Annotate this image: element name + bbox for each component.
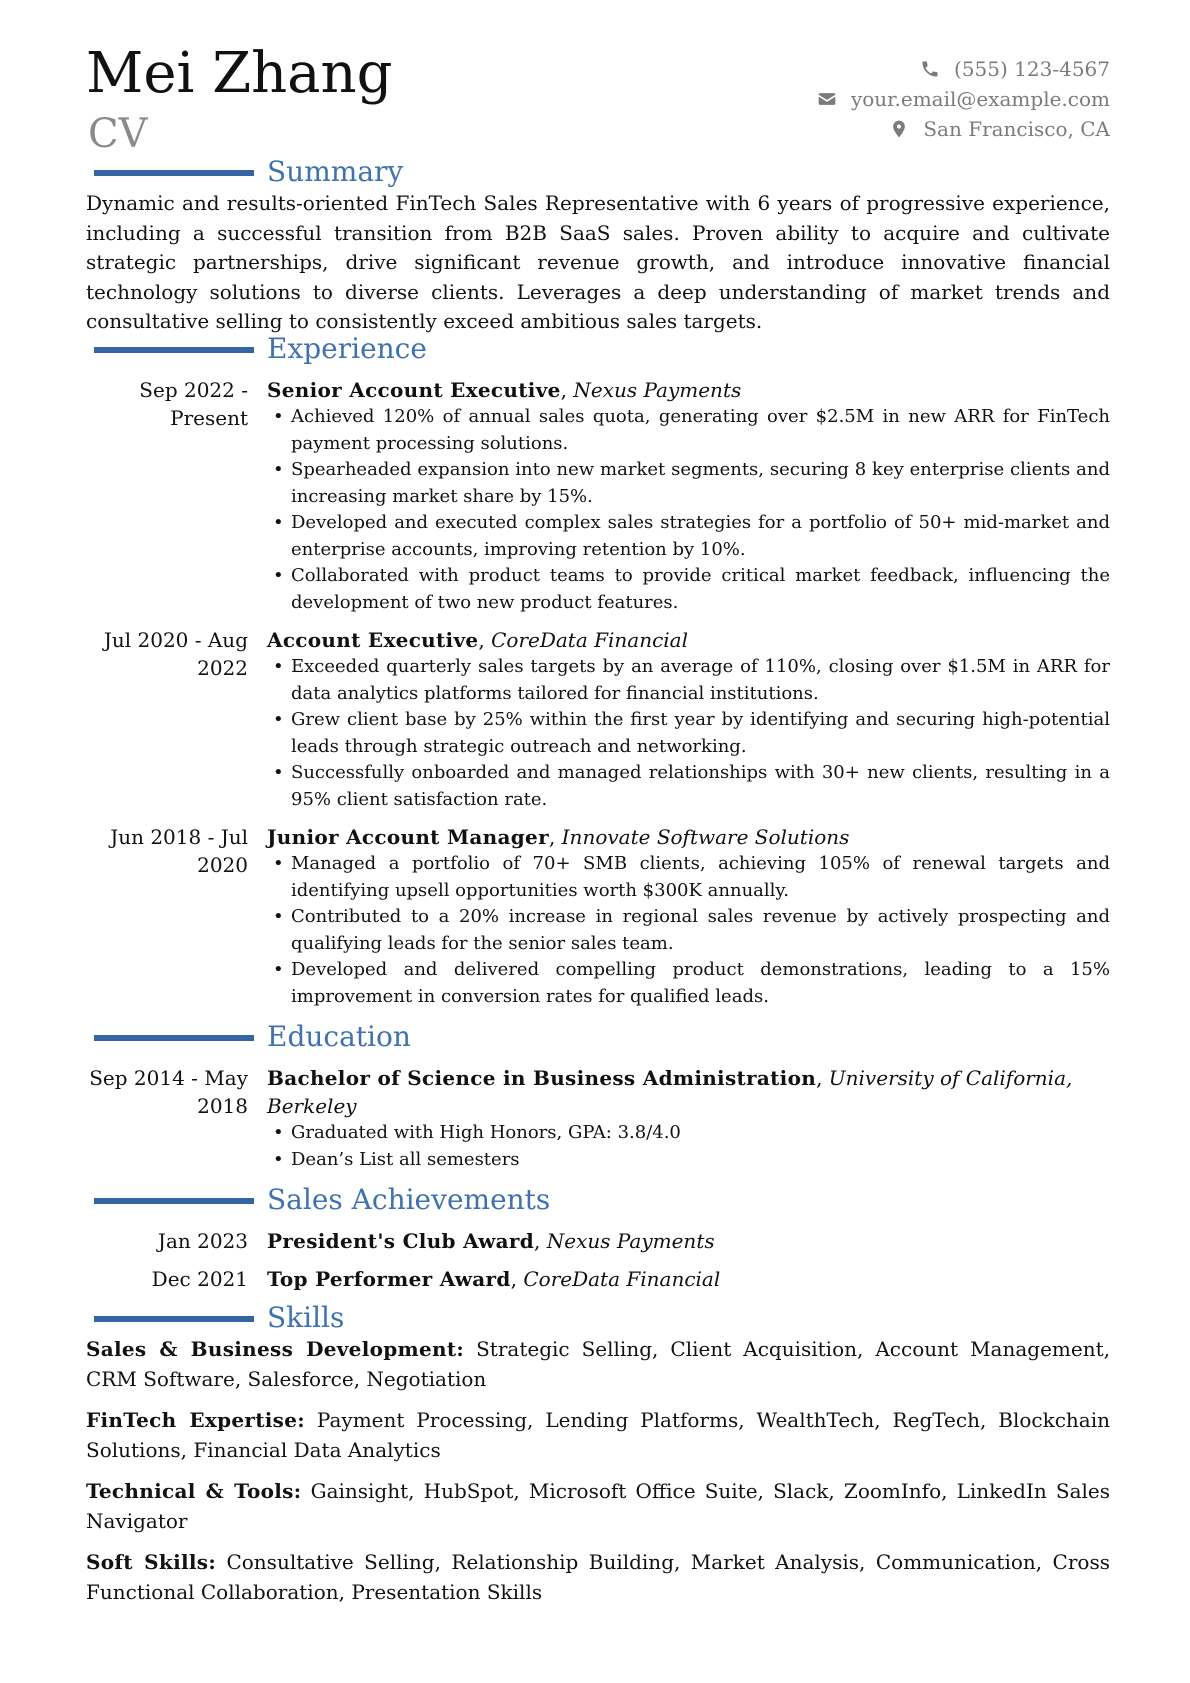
phone-icon bbox=[920, 59, 940, 79]
skill-label: Soft Skills: bbox=[86, 1550, 217, 1574]
skill-group bbox=[86, 1477, 1110, 1536]
skill-label: Sales & Business Development: bbox=[86, 1337, 465, 1361]
bullet-item: • Dean’s List all semesters bbox=[273, 1148, 520, 1170]
bullet-item: • Collaborated with product teams to provide critical market feedback, influencing the development of two new product features. bbox=[273, 565, 1110, 613]
document-subtitle: CV bbox=[88, 111, 148, 157]
achievement-date: Jan 2023 bbox=[157, 1229, 248, 1253]
bullet-item: • Contributed to a 20% increase in regional sales revenue by actively prospecting and qualifying leads for the senior sales team. bbox=[273, 906, 1110, 954]
bullet-item: • Managed a portfolio of 70+ SMB clients, achieving 105% of renewal targets and identifying upsell opportunities worth $300K annually. bbox=[273, 853, 1110, 901]
education-section bbox=[86, 1020, 1110, 1173]
award-name: Top Performer Award bbox=[267, 1267, 511, 1291]
job-heading: Junior Account Manager, Innovate Software Solutions bbox=[267, 825, 850, 849]
job-heading: Senior Account Executive, Nexus Payments bbox=[267, 378, 742, 402]
job-title: Junior Account Manager bbox=[267, 825, 549, 849]
section-header bbox=[86, 332, 1110, 366]
section-header bbox=[86, 155, 1110, 189]
achievement-heading: Top Performer Award, CoreData Financial bbox=[267, 1267, 721, 1291]
job-title: Senior Account Executive bbox=[267, 378, 561, 402]
bullet-item: • Achieved 120% of annual sales quota, generating over $2.5M in new ARR for FinTech payment processing solutions. bbox=[273, 406, 1110, 454]
section-rule bbox=[94, 170, 254, 176]
skill-items: Consultative Selling, Relationship Building, Market Analysis, Communication, Cross Functional Collaboration, Presentation Skills bbox=[86, 1550, 1110, 1604]
skills-section bbox=[86, 1301, 1110, 1619]
job-company: CoreData Financial bbox=[491, 628, 689, 652]
bullet-item: • Successfully onboarded and managed relationships with 30+ new clients, resulting in a 95% client satisfaction rate. bbox=[273, 762, 1110, 810]
skill-label: FinTech Expertise: bbox=[86, 1408, 305, 1432]
section-title: Education bbox=[267, 1020, 411, 1053]
skill-items: Payment Processing, Lending Platforms, WealthTech, RegTech, Blockchain Solutions, Financial Data Analytics bbox=[86, 1408, 1110, 1462]
section-rule bbox=[94, 347, 254, 353]
skill-group bbox=[86, 1406, 1110, 1465]
summary-section bbox=[86, 155, 1110, 337]
job-heading: Account Executive, CoreData Financial bbox=[267, 628, 689, 652]
job-date: Sep 2022 - Present bbox=[139, 378, 248, 430]
job-entry bbox=[86, 626, 1110, 813]
job-company: Nexus Payments bbox=[573, 378, 742, 402]
location-text: San Francisco, CA bbox=[923, 117, 1110, 141]
section-title: Skills bbox=[267, 1301, 345, 1334]
summary-text: Dynamic and results-oriented FinTech Sales Representative with 6 years of progressive experience, including a successful transition from B2B SaaS sales. Proven ability to acquire and cultivate strategic partnerships, drive significant revenue growth, and introduce innovative financial technology solutions to diverse clients. Leverages a deep understanding of market trends and consultative selling to consistently exceed ambitious sales targets. bbox=[86, 191, 1110, 333]
bullet-item: • Spearheaded expansion into new market segments, securing 8 key enterprise clients and increasing market share by 15%. bbox=[273, 459, 1110, 507]
contact-block bbox=[817, 54, 1110, 144]
section-title: Sales Achievements bbox=[267, 1183, 551, 1216]
phone-text: (555) 123-4567 bbox=[954, 57, 1110, 81]
map-pin-icon bbox=[889, 119, 909, 139]
envelope-icon bbox=[817, 89, 837, 109]
job-entry bbox=[86, 376, 1110, 616]
bullet-item: • Graduated with High Honors, GPA: 3.8/4.0 bbox=[273, 1122, 681, 1143]
email-text: your.email@example.com bbox=[850, 87, 1110, 111]
award-name: President's Club Award bbox=[267, 1229, 535, 1253]
bullet-item: • Developed and executed complex sales strategies for a portfolio of 50+ mid-market and enterprise accounts, improving retention by 10%. bbox=[273, 512, 1110, 560]
section-rule bbox=[94, 1316, 254, 1322]
degree-name: Bachelor of Science in Business Administration bbox=[267, 1066, 817, 1090]
achievement-heading: President's Club Award, Nexus Payments bbox=[267, 1229, 715, 1253]
skill-group bbox=[86, 1548, 1110, 1607]
job-company: Innovate Software Solutions bbox=[561, 825, 850, 849]
section-rule bbox=[94, 1198, 254, 1204]
education-heading: Bachelor of Science in Business Administration, University of California, Berkeley bbox=[267, 1066, 1073, 1118]
bullet-item: • Grew client base by 25% within the first year by identifying and securing high-potential leads through strategic outreach and networking. bbox=[273, 709, 1110, 757]
school-name: University of California, Berkeley bbox=[267, 1066, 1073, 1118]
section-title: Summary bbox=[267, 155, 404, 188]
achievement-date: Dec 2021 bbox=[151, 1267, 248, 1291]
section-header bbox=[86, 1020, 1110, 1054]
skill-label: Technical & Tools: bbox=[86, 1479, 302, 1503]
award-org: CoreData Financial bbox=[523, 1267, 721, 1291]
job-entry bbox=[86, 823, 1110, 1010]
education-entry bbox=[86, 1064, 1110, 1173]
skill-items: Gainsight, HubSpot, Microsoft Office Suite, Slack, ZoomInfo, LinkedIn Sales Navigator bbox=[86, 1479, 1111, 1533]
candidate-name: Mei Zhang bbox=[86, 41, 393, 106]
skill-group bbox=[86, 1335, 1110, 1394]
job-date: Jun 2018 - Jul 2020 bbox=[110, 825, 248, 877]
award-org: Nexus Payments bbox=[546, 1229, 715, 1253]
contact-location bbox=[817, 114, 1110, 144]
section-header bbox=[86, 1301, 1110, 1335]
section-title: Experience bbox=[267, 332, 427, 365]
bullet-item: • Developed and delivered compelling product demonstrations, leading to a 15% improvement in conversion rates for qualified leads. bbox=[273, 959, 1110, 1007]
contact-phone[interactable] bbox=[817, 54, 1110, 84]
section-header bbox=[86, 1183, 1110, 1217]
achievement-entry bbox=[86, 1265, 1110, 1293]
education-date: Sep 2014 - May 2018 bbox=[89, 1066, 248, 1118]
experience-section bbox=[86, 332, 1110, 1010]
contact-email[interactable] bbox=[817, 84, 1110, 114]
job-date: Jul 2020 - Aug 2022 bbox=[103, 628, 248, 680]
section-rule bbox=[94, 1035, 254, 1041]
job-title: Account Executive bbox=[267, 628, 479, 652]
achievement-entry bbox=[86, 1227, 1110, 1255]
achievements-section bbox=[86, 1183, 1110, 1293]
skill-items: Strategic Selling, Client Acquisition, Account Management, CRM Software, Salesforce, Negotiation bbox=[86, 1337, 1110, 1391]
bullet-item: • Exceeded quarterly sales targets by an average of 110%, closing over $1.5M in ARR for data analytics platforms tailored for financial institutions. bbox=[273, 656, 1110, 704]
